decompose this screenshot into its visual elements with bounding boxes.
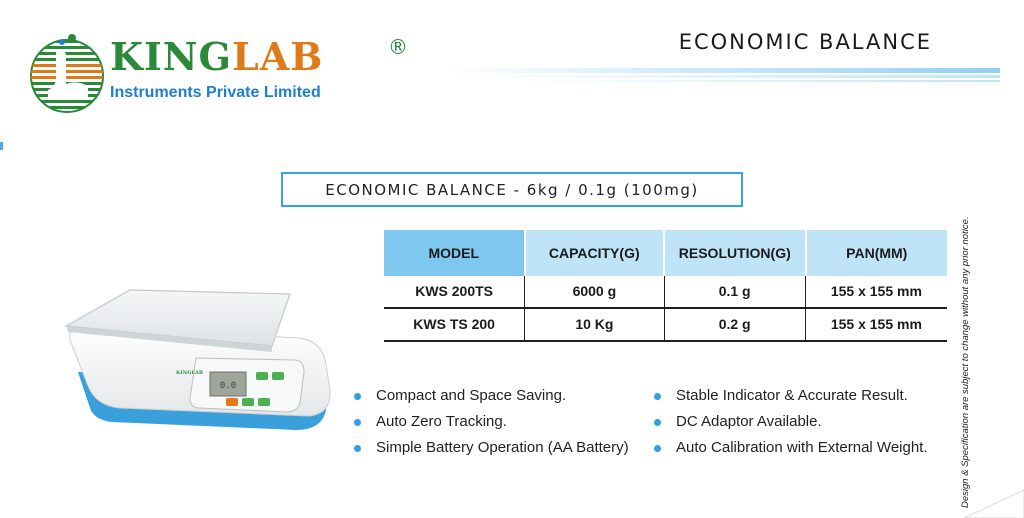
list-item: Compact and Space Saving. — [354, 383, 629, 409]
list-item: Auto Calibration with External Weight. — [654, 435, 928, 461]
kinglab-emblem-icon — [26, 32, 108, 114]
features-right-list — [654, 383, 928, 461]
header-pan: PAN (MM) — [805, 230, 947, 276]
table-row — [384, 309, 947, 342]
disclaimer-text: Design & Specification are subject to change without any prior notice. — [960, 216, 971, 508]
table-row — [384, 276, 947, 309]
bullet-icon — [654, 393, 661, 400]
company-logo — [26, 18, 409, 118]
brand-tagline: Instruments Private Limited — [110, 84, 321, 101]
cell-capacity: 10 Kg — [524, 309, 663, 340]
corner-decoration — [964, 490, 1024, 518]
page-title: ECONOMIC BALANCE — [678, 30, 932, 54]
svg-text:0.0: 0.0 — [219, 381, 237, 391]
header-decoration-lines — [440, 66, 1000, 86]
cell-pan: 155 x 155 mm — [805, 309, 947, 340]
edge-marker — [0, 142, 3, 150]
header-resolution: RESOLUTION (G) — [663, 230, 805, 276]
svg-text:KINGLAB: KINGLAB — [176, 370, 204, 376]
cell-model: KWS 200TS — [415, 283, 494, 299]
list-item: DC Adaptor Available. — [654, 409, 928, 435]
list-item: Auto Zero Tracking. — [354, 409, 629, 435]
list-item: Simple Battery Operation (AA Battery) — [354, 435, 629, 461]
cell-pan: 155 x 155 mm — [805, 276, 947, 307]
brand-name — [110, 34, 409, 80]
model-subtitle: ECONOMIC BALANCE - 6kg / 0.1g (100mg) — [325, 180, 699, 199]
bullet-icon — [654, 445, 661, 452]
table-header-row — [384, 230, 947, 276]
cell-resolution: 0.2 g — [664, 309, 805, 340]
cell-resolution: 0.1 g — [664, 276, 805, 307]
cell-capacity: 6000 g — [524, 276, 663, 307]
bullet-icon — [354, 419, 361, 426]
specification-table — [384, 230, 947, 342]
list-item: Stable Indicator & Accurate Result. — [654, 383, 928, 409]
bullet-icon — [654, 419, 661, 426]
brand-king: KING — [110, 34, 232, 79]
digital-balance-image — [60, 280, 336, 440]
brand-lab: LAB — [232, 34, 324, 79]
header-capacity: CAPACITY (G) — [524, 230, 664, 276]
model-subtitle-box — [281, 172, 743, 207]
header-model: MODEL — [384, 230, 524, 276]
registered-mark: ® — [388, 35, 409, 59]
bullet-icon — [354, 393, 361, 400]
cell-model: KWS TS 200 — [413, 316, 495, 332]
features-left-list — [354, 383, 629, 461]
bullet-icon — [354, 445, 361, 452]
